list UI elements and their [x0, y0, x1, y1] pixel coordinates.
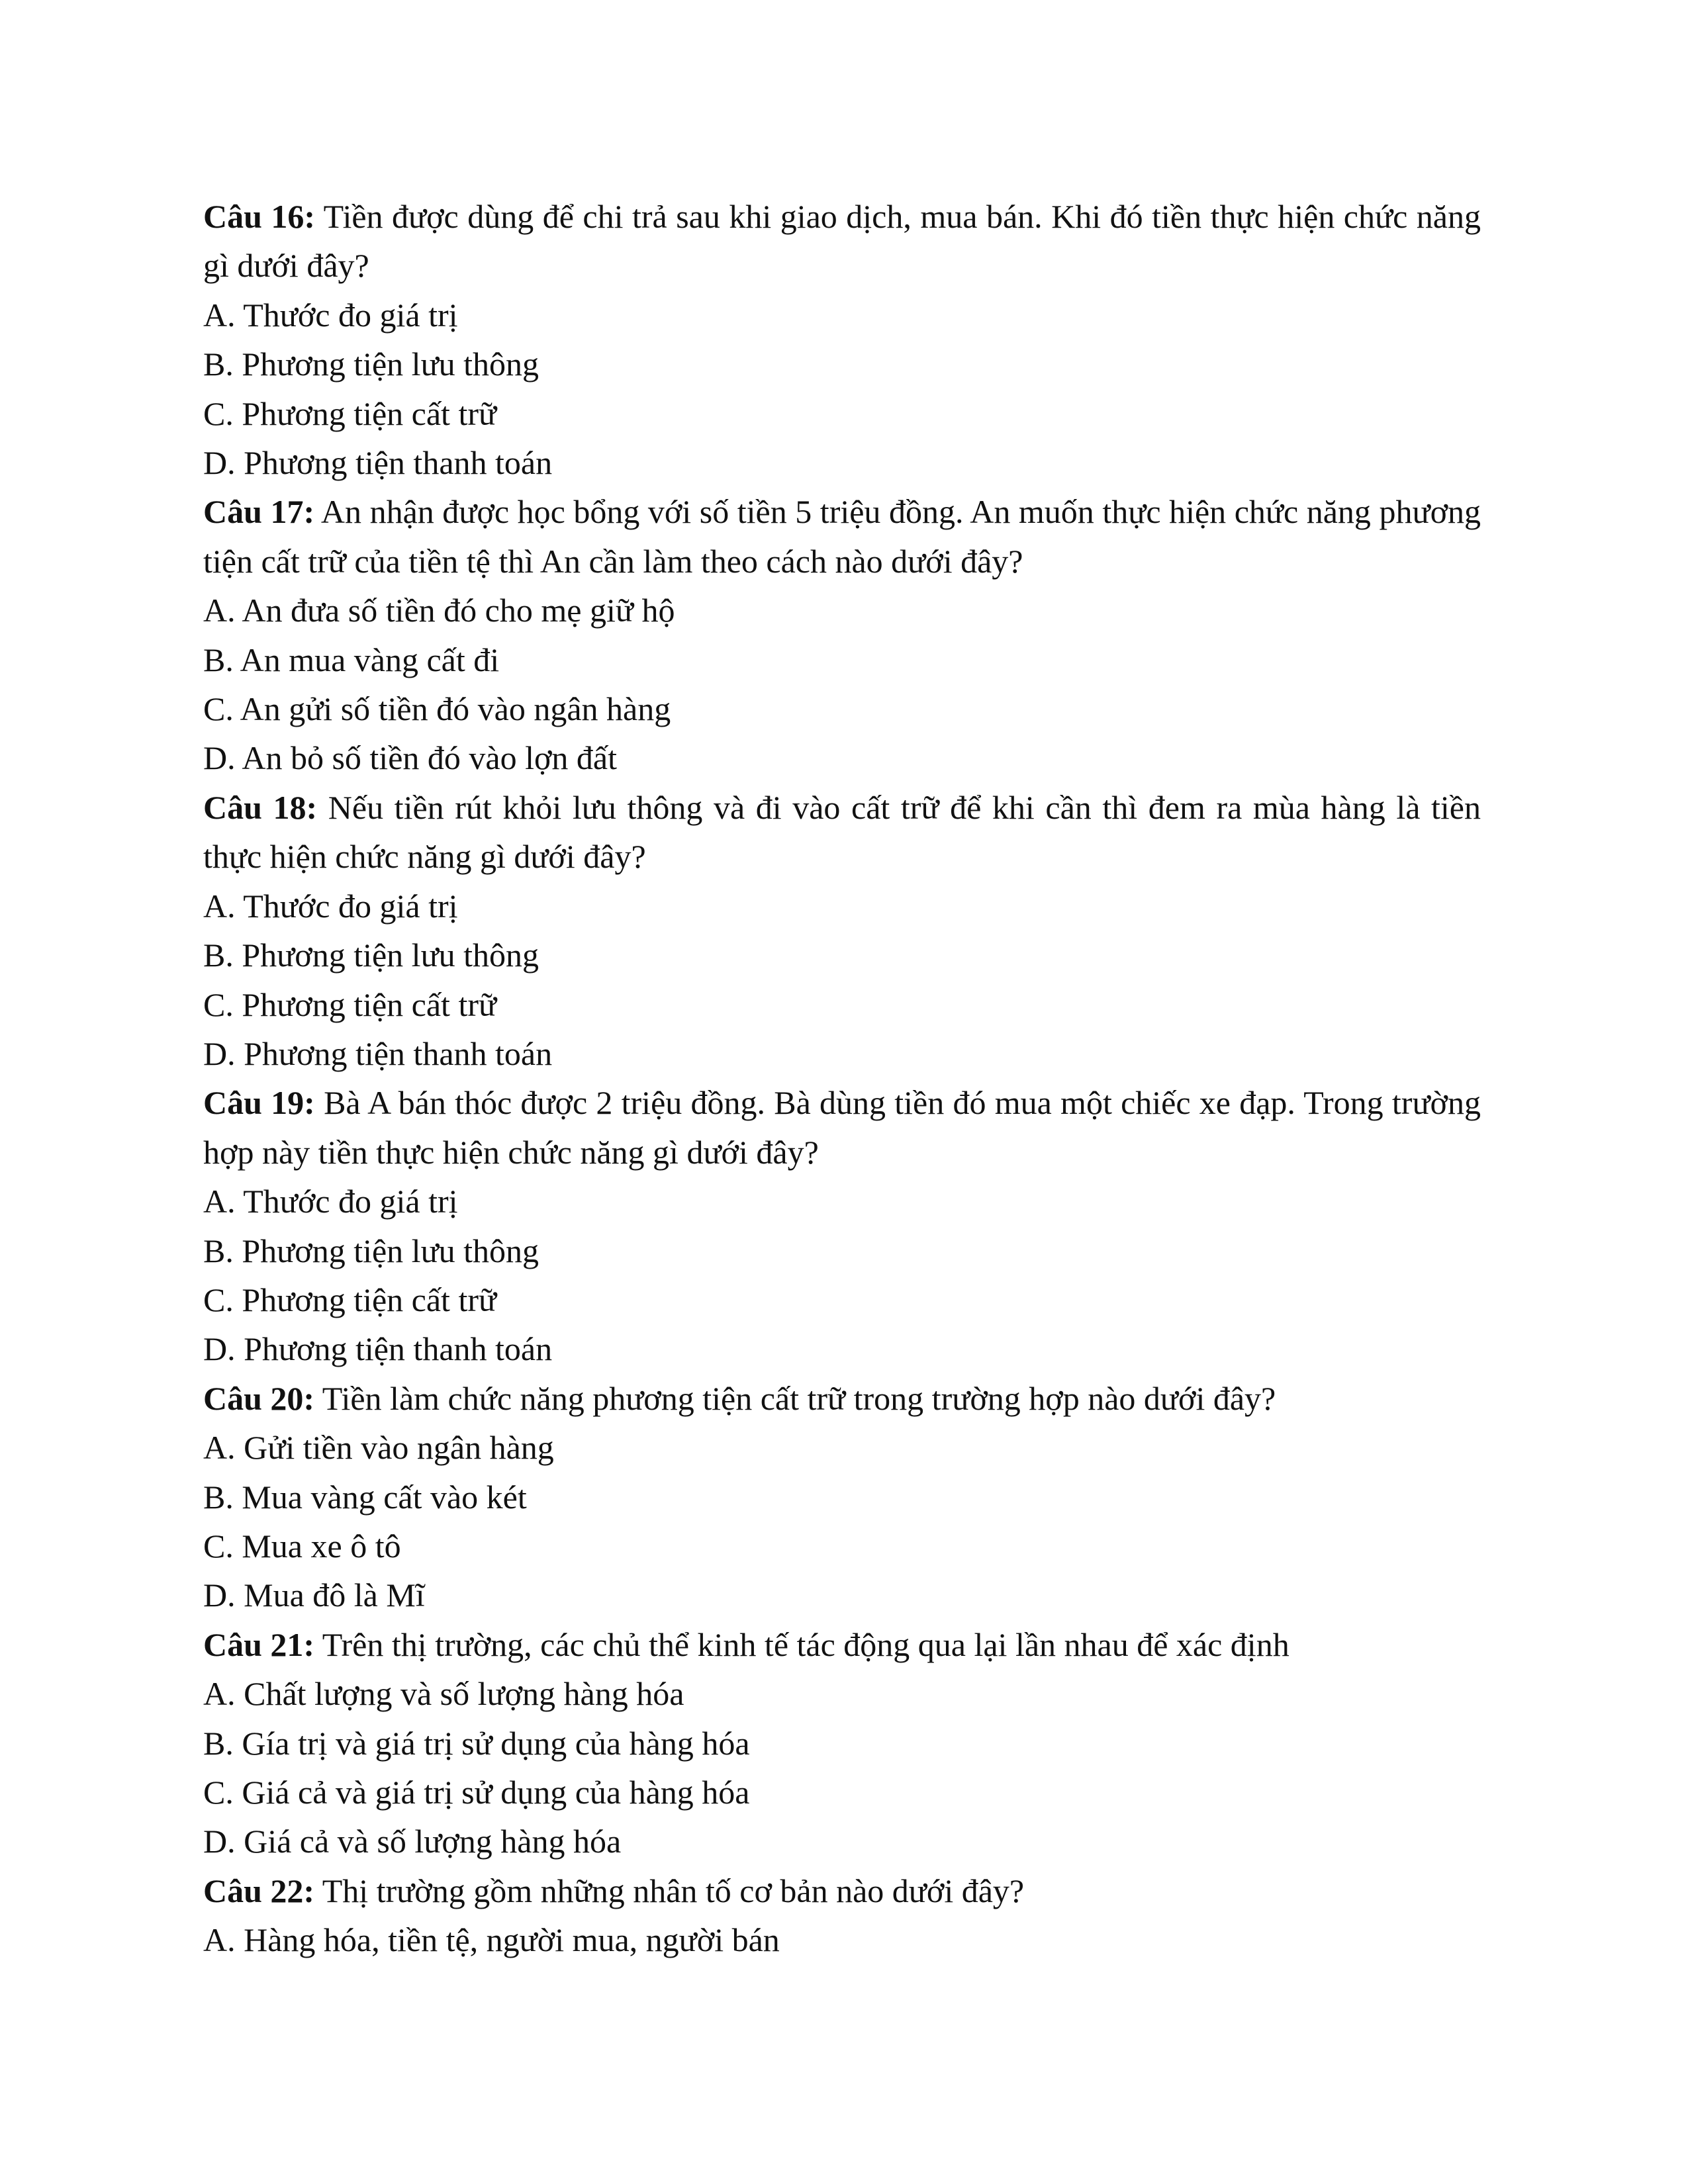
question-body: An nhận được học bổng với số tiền 5 triệu đồng. An muốn thực hiện chức năng phương tiện cất trữ của tiền tệ thì An cần làm theo cách nào dưới đây?	[203, 493, 1481, 580]
option-d: D. Mua đô là Mĩ	[203, 1576, 425, 1614]
question-22	[203, 1866, 1481, 1965]
question-18	[203, 783, 1481, 1078]
option-b: B. Phương tiện lưu thông	[203, 1232, 539, 1269]
question-body: Tiền làm chức năng phương tiện cất trữ trong trường hợp nào dưới đây?	[322, 1379, 1276, 1417]
question-body: Nếu tiền rút khỏi lưu thông và đi vào cất trữ để khi cần thì đem ra mùa hàng là tiền thực hiện chức năng gì dưới đây?	[203, 788, 1481, 876]
question-16	[203, 192, 1481, 487]
option-a: A. Thước đo giá trị	[203, 887, 458, 925]
question-body: Tiền được dùng để chi trả sau khi giao dịch, mua bán. Khi đó tiền thực hiện chức năng gì dưới đây?	[203, 198, 1481, 285]
option-a: A. An đưa số tiền đó cho mẹ giữ hộ	[203, 592, 675, 629]
question-text	[203, 1620, 1481, 1669]
question-label: Câu 19:	[203, 1084, 315, 1122]
option-c: C. Phương tiện cất trữ	[203, 1281, 497, 1318]
question-body: Bà A bán thóc được 2 triệu đồng. Bà dùng tiền đó mua một chiếc xe đạp. Trong trường hợp này tiền thực hiện chức năng gì dưới đây?	[203, 1084, 1481, 1171]
option-c: C. Phương tiện cất trữ	[203, 394, 497, 432]
option-c: C. An gửi số tiền đó vào ngân hàng	[203, 690, 671, 728]
option-d: D. Phương tiện thanh toán	[203, 1034, 553, 1072]
question-label: Câu 20:	[203, 1379, 315, 1417]
option-b: B. Phương tiện lưu thông	[203, 345, 539, 383]
question-20	[203, 1374, 1481, 1620]
option-a: A. Gửi tiền vào ngân hàng	[203, 1429, 554, 1467]
question-label: Câu 16:	[203, 198, 316, 235]
question-21	[203, 1620, 1481, 1866]
question-19	[203, 1078, 1481, 1373]
option-b: B. An mua vàng cất đi	[203, 641, 500, 678]
option-a: A. Hàng hóa, tiền tệ, người mua, người bán	[203, 1921, 780, 1959]
document-page	[203, 192, 1481, 1965]
option-a: A. Thước đo giá trị	[203, 296, 458, 334]
question-label: Câu 18:	[203, 788, 318, 826]
question-text	[203, 487, 1481, 586]
question-text	[203, 1374, 1481, 1423]
question-text	[203, 783, 1481, 882]
question-text	[203, 1866, 1481, 1915]
option-c: C. Phương tiện cất trữ	[203, 985, 497, 1023]
option-d: D. Phương tiện thanh toán	[203, 1330, 553, 1368]
question-label: Câu 17:	[203, 493, 315, 531]
question-text	[203, 192, 1481, 291]
option-a: A. Chất lượng và số lượng hàng hóa	[203, 1675, 684, 1713]
option-a: A. Thước đo giá trị	[203, 1183, 458, 1220]
option-c: C. Giá cả và giá trị sử dụng của hàng hóa	[203, 1774, 750, 1811]
question-label: Câu 22:	[203, 1872, 315, 1909]
question-label: Câu 21:	[203, 1625, 315, 1663]
option-d: D. Phương tiện thanh toán	[203, 444, 553, 482]
option-b: B. Mua vàng cất vào két	[203, 1478, 527, 1516]
question-body: Trên thị trường, các chủ thể kinh tế tác động qua lại lần nhau để xác định	[322, 1625, 1289, 1663]
question-17	[203, 487, 1481, 782]
option-b: B. Gía trị và giá trị sử dụng của hàng hóa	[203, 1724, 750, 1762]
option-d: D. An bỏ số tiền đó vào lợn đất	[203, 739, 617, 777]
option-d: D. Giá cả và số lượng hàng hóa	[203, 1823, 622, 1860]
option-c: C. Mua xe ô tô	[203, 1527, 401, 1565]
question-text	[203, 1078, 1481, 1177]
option-b: B. Phương tiện lưu thông	[203, 936, 539, 974]
question-body: Thị trường gồm những nhân tố cơ bản nào dưới đây?	[322, 1872, 1025, 1909]
